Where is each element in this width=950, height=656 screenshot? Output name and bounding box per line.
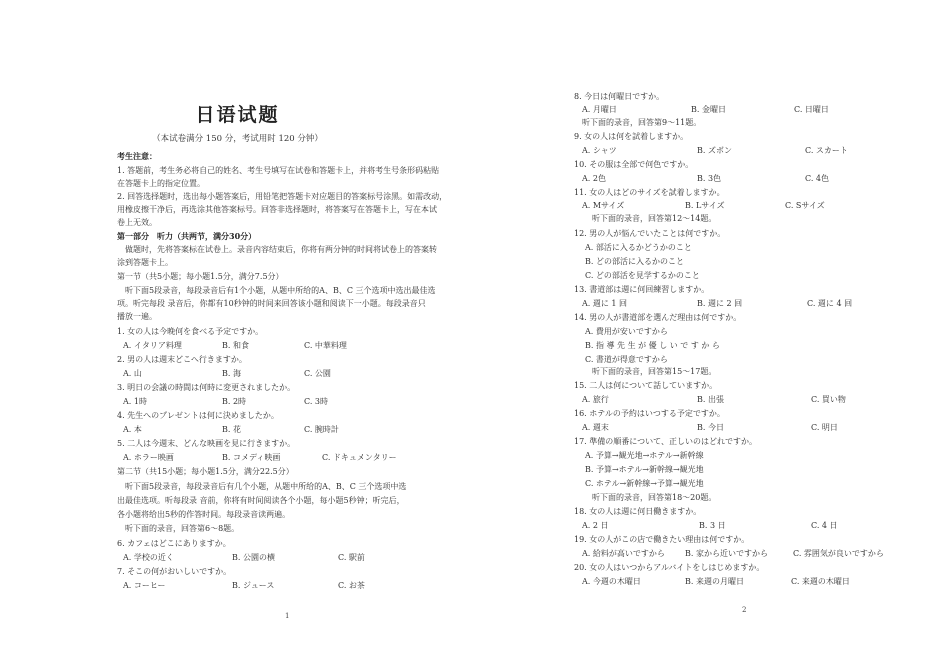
option: A. シャツ [582, 146, 617, 155]
option: C. Sサイズ [785, 201, 825, 210]
listen-instruction: 听下面的录音，回答第6～8题。 [125, 524, 240, 533]
notice-line: 卷上无效。 [117, 218, 157, 227]
option: B. 今日 [697, 423, 724, 432]
section1-description: 播放一遍。 [117, 312, 157, 321]
option: C. 駅前 [338, 553, 365, 562]
notice-line: 在答题卡上的指定位置。 [117, 179, 205, 188]
option: B. 家から近いですから [685, 549, 768, 558]
question: 4. 先生へのプレゼントは何に決めましたか。 [117, 411, 279, 420]
section2-description: 各小题将给出5秒的作答时间。每段录音读两遍。 [117, 510, 291, 519]
part1-description: 涂到答题卡上。 [117, 258, 173, 267]
option: C. 明日 [811, 423, 838, 432]
question: 7. そこの何がおいしいですか。 [117, 567, 232, 576]
option: B. コメディ映画 [222, 453, 281, 462]
section2-description: 听下面5段录音，每段录音后有几个小题，从题中所给的A、B、C 三个选项中选 [125, 482, 407, 491]
option: C. 腕時計 [304, 425, 339, 434]
option: A. コーヒー [123, 581, 166, 590]
option: C. 買い物 [811, 395, 846, 404]
question: 9. 女の人は何を試着しますか。 [574, 132, 689, 141]
option: C. お茶 [338, 581, 365, 590]
option: B. 2時 [222, 397, 247, 406]
option: C. 週に 4 回 [807, 299, 853, 308]
option: B. どの部活に入るかのこと [585, 257, 684, 266]
question: 8. 今日は何曜日ですか。 [574, 92, 665, 101]
page-number: 2 [742, 606, 747, 614]
option: A. 給料が高いですから [582, 549, 665, 558]
question: 6. カフェはどこにありますか。 [117, 539, 231, 548]
option: B. ズボン [697, 146, 732, 155]
listen-instruction: 听下面的录音，回答第18～20题。 [592, 493, 717, 502]
question: 17. 準備の順番について、正しいのはどれですか。 [574, 437, 757, 446]
option: B. 来週の月曜日 [685, 577, 744, 586]
notice-line: 2. 回答选择题时，选出每小题答案后，用铅笔把答题卡对应题目的答案标号涂黑。如需改动， [117, 192, 448, 201]
listen-instruction: 听下面的录音，回答第12～14题。 [592, 214, 717, 223]
option: C. どの部活を見学するかのこと [585, 271, 700, 280]
option: C. 4色 [805, 174, 830, 183]
option: A. 月曜日 [582, 105, 617, 114]
option: A. 今週の木曜日 [582, 577, 641, 586]
section1-description: 听下面5段录音，每段录音后有1个小题，从题中所给的A、B、C 三个选项中选出最佳选 [125, 286, 436, 295]
option: B. 出張 [697, 395, 724, 404]
option: C. 来週の木曜日 [791, 577, 850, 586]
option: A. 山 [123, 369, 142, 378]
question: 18. 女の人は週に何日働きますか。 [574, 507, 702, 516]
question: 20. 女の人はいつからアルバイトをしはじめますか。 [574, 563, 765, 572]
option: C. 日曜日 [794, 105, 829, 114]
section2-description: 出最佳选项。听每段录 音前，你将有时间阅读各个小题，每小题5秒钟；听完后， [117, 496, 405, 505]
option: A. 費用が安いですから [585, 327, 668, 336]
option: A. ホラー映画 [123, 453, 174, 462]
option: B. 3色 [697, 174, 722, 183]
question: 2. 男の人は週末どこへ行きますか。 [117, 355, 247, 364]
option: A. 1時 [123, 397, 147, 406]
option: C. 書道が得意ですから [585, 355, 668, 364]
option: A. 2 日 [582, 521, 609, 530]
question: 14. 男の人が書道部を選んだ理由は何ですか。 [574, 313, 742, 322]
listen-instruction: 听下面的录音，回答第9～11题。 [582, 118, 702, 127]
notice-heading: 考生注意： [117, 151, 157, 161]
question: 16. ホテルの予約はいつする予定ですか。 [574, 409, 725, 418]
option: B. 和食 [222, 341, 249, 350]
option: B. Lサイズ [685, 201, 725, 210]
option: C. ホテル→新幹線→予算→観光地 [585, 479, 704, 488]
option: B. 指 導 先 生 が 優 し い で す か ら [585, 341, 720, 350]
question: 1. 女の人は今晚何を食べる予定ですか。 [117, 327, 264, 336]
notice-line: 1. 答题前，考生务必将自己的姓名、考生号填写在试卷和答题卡上，并将考生号条形码粘贴 [117, 166, 440, 175]
option: C. 3時 [304, 397, 329, 406]
option: C. 4 日 [811, 521, 838, 530]
option: C. 雰囲気が良いですから [793, 549, 884, 558]
section2-heading: 第二节（共15小题；每小题1.5分，满分22.5分） [117, 467, 294, 476]
section1-description: 项。听完每段 录音后，你都有10秒钟的时间来回答该小题和阅读下一小题。每段录音只 [117, 299, 426, 308]
page-right [475, 0, 950, 656]
option: C. 公園 [304, 369, 331, 378]
option: A. Mサイズ [582, 201, 625, 210]
option: A. 週に 1 回 [582, 299, 628, 308]
option: B. 海 [222, 369, 241, 378]
option: B. ジュース [232, 581, 275, 590]
option: B. 金曜日 [691, 105, 726, 114]
section1-heading: 第一节（共5小题；每小题1.5分，满分7.5分） [117, 272, 284, 281]
option: C. ドキュメンタリー [322, 453, 397, 462]
option: A. 学校の近く [123, 553, 174, 562]
exam-title: 日语试题 [195, 104, 280, 126]
question: 19. 女の人がこの店で働きたい理由は何ですか。 [574, 535, 750, 544]
option: B. 花 [222, 425, 241, 434]
option: A. 本 [123, 425, 142, 434]
question: 5. 二人は今週末、どんな映画を見に行きますか。 [117, 439, 296, 448]
option: B. 公園の横 [232, 553, 275, 562]
option: C. 中華料理 [304, 341, 347, 350]
exam-subtitle: （本试卷满分 150 分，考试用时 120 分钟） [152, 134, 323, 144]
option: A. イタリア料理 [123, 341, 182, 350]
option: B. 予算→ホテル→新幹線→観光地 [585, 465, 704, 474]
option: A. 予算→観光地→ホテル→新幹線 [585, 451, 704, 460]
question: 15. 二人は何について話していますか。 [574, 381, 718, 390]
part1-heading: 第一部分 听力（共两节，满分30分） [117, 231, 257, 241]
notice-line: 用橡皮擦干净后，再选涂其他答案标号。回答非选择题时，将答案写在答题卡上，写在本试 [117, 205, 437, 214]
option: B. 週に 2 回 [697, 299, 743, 308]
option: A. 2色 [582, 174, 606, 183]
option: A. 旅行 [582, 395, 609, 404]
option: A. 部活に入るかどうかのこと [585, 243, 692, 252]
part1-description: 做题时，先将答案标在试卷上。录音内容结束后，你将有两分钟的时间将试卷上的答案转 [125, 245, 437, 254]
question: 3. 明日の会議の時間は何時に変更されましたか。 [117, 383, 296, 392]
listen-instruction: 听下面的录音，回答第15～17题。 [592, 367, 717, 376]
question: 13. 書道部は週に何回練習しますか。 [574, 285, 710, 294]
question: 10. その服は全部で何色ですか。 [574, 160, 694, 169]
option: A. 週末 [582, 423, 609, 432]
option: B. 3 日 [699, 521, 726, 530]
page-number: 1 [285, 612, 290, 620]
option: C. スカート [805, 146, 848, 155]
question: 11. 女の人はどのサイズを試着しますか。 [574, 188, 725, 197]
question: 12. 男の人が悩んでいたことは何ですか。 [574, 229, 726, 238]
